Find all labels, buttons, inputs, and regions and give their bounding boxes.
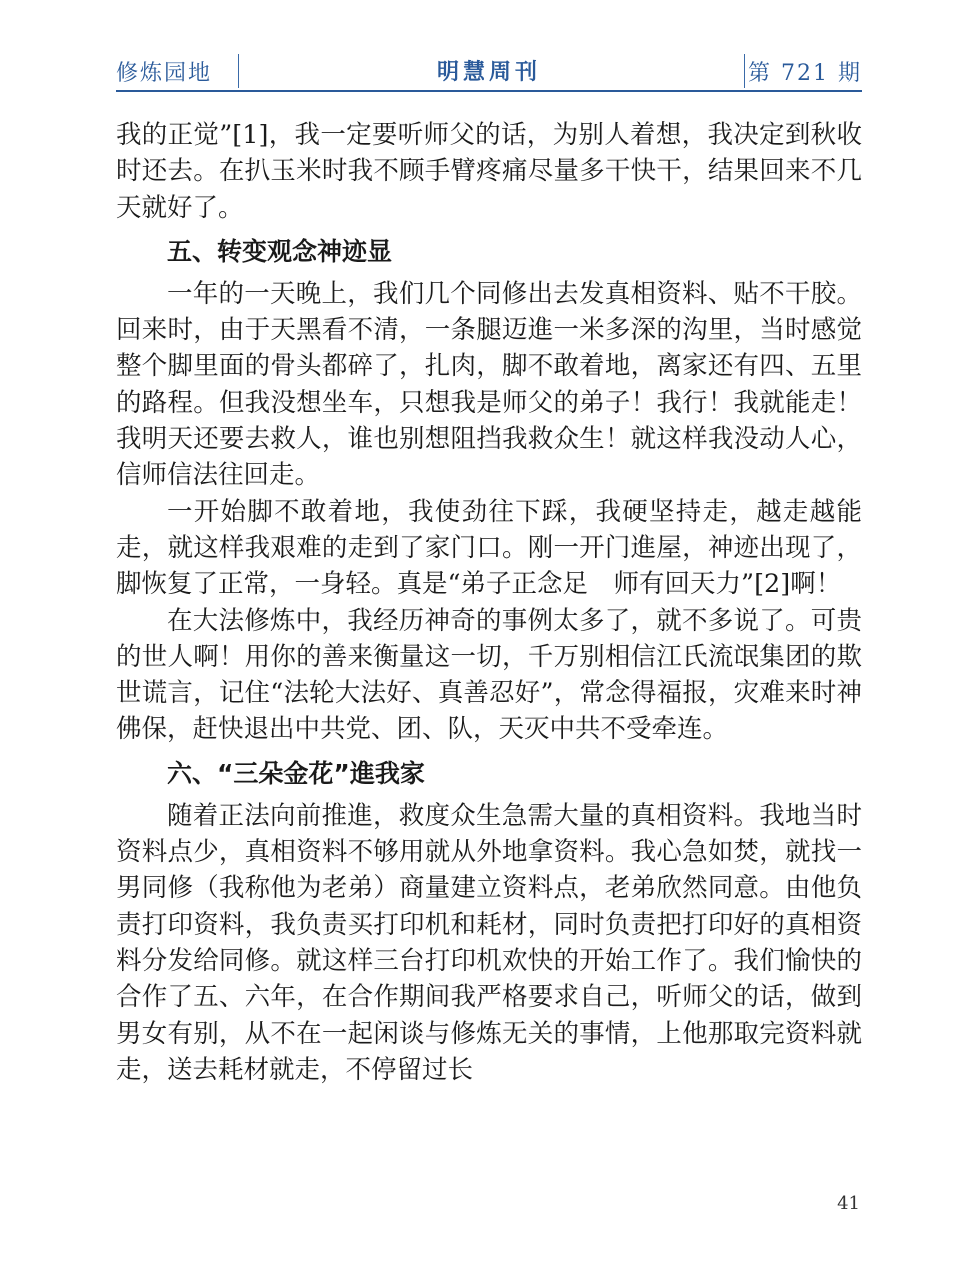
paragraph: 随着正法向前推進，救度众生急需大量的真相资料。我地当时资料点少，真相资料不够用就从外地拿资料。我心急如焚，就找一男同修（我称他为老弟）商量建立资料点，老弟欣然同意。由他负责打印资料，我负责买打印机和耗材，同时负责把打印好的真相资料分发给同修。就这样三台打印机欢快的开始工作了。我们愉快的合作了五、六年，在合作期间我严格要求自己，听师父的话，做到男女有别，从不在一起闲谈与修炼无关的事情，上他那取完资料就走，送去耗材就走，不停留过长 xyxy=(116,800,862,1085)
header-rule xyxy=(116,90,862,92)
page-header xyxy=(116,52,862,92)
article-body xyxy=(116,117,862,1088)
paragraph: 一开始脚不敢着地，我使劲往下踩，我硬坚持走，越走越能走，就这样我艰难的走到了家门口。刚一开门進屋，神迹出现了，脚恢复了正常，一身轻。真是“弟子正念足 师有回天力”[2]啊！ xyxy=(116,496,862,600)
paragraph: 在大法修炼中，我经历神奇的事例太多了，就不多说了。可贵的世人啊！用你的善来衡量这一切，千万别相信江氏流氓集团的欺世谎言，记住“法轮大法好、真善忍好”，常念得福报，灾难来时神佛保，赶快退出中共党、团、队，天灭中共不受牵连。 xyxy=(116,605,862,745)
header-divider-right xyxy=(744,54,745,88)
publication-title: 明慧周刊 xyxy=(436,60,541,85)
section-heading: 六、“三朵金花”進我家 xyxy=(167,758,425,788)
paragraph: 一年的一天晚上，我们几个同修出去发真相资料、贴不干胶。回来时，由于天黑看不清，一条腿迈進一米多深的沟里，当时感觉整个脚里面的骨头都碎了，扎肉，脚不敢着地，离家还有四、五里的路程。但我没想坐车，只想我是师父的弟子！我行！我就能走！我明天还要去救人，谁也别想阻挡我救众生！就这样我没动人心，信师信法往回走。 xyxy=(116,278,862,491)
paragraph: 我的正觉”[1]，我一定要听师父的话，为别人着想，我决定到秋收时还去。在扒玉米时我不顾手臂疼痛尽量多干快干，结果回来不几天就好了。 xyxy=(116,120,862,223)
section-heading: 五、转变观念神迹显 xyxy=(167,236,393,266)
page-number: 41 xyxy=(837,1193,860,1214)
issue-number: 第 721 期 xyxy=(748,61,862,86)
section-name: 修炼园地 xyxy=(116,61,213,86)
